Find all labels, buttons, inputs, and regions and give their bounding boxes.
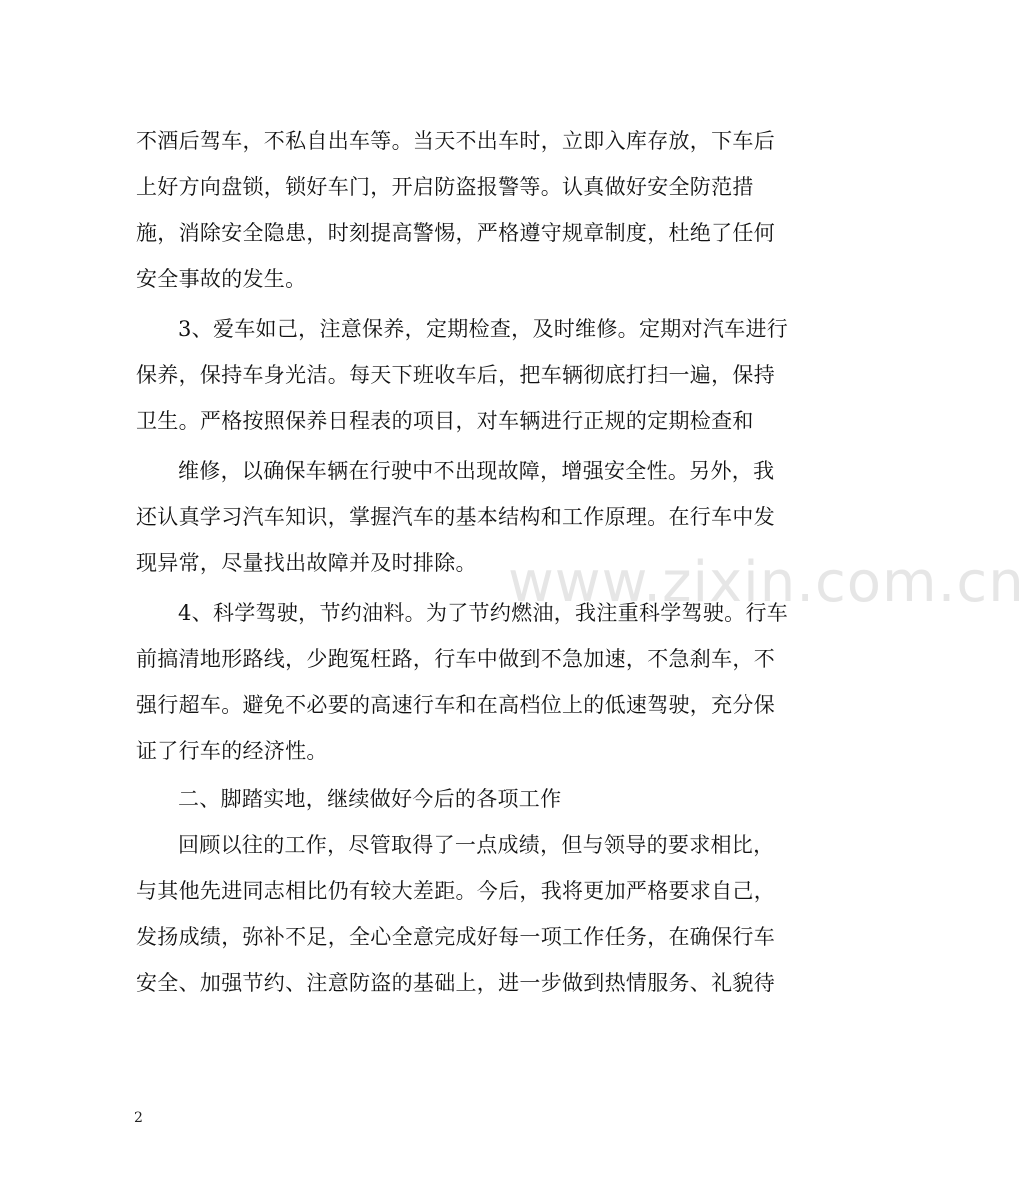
text-line: 发扬成绩，弥补不足，全心全意完成好每一项工作任务，在确保行车 bbox=[136, 925, 775, 949]
text-line: 施，消除安全隐患，时刻提高警惕，严格遵守规章制度，杜绝了任何 bbox=[136, 221, 775, 245]
text-line: 3、爱车如己，注意保养，定期检查，及时维修。定期对汽车进行 bbox=[178, 317, 789, 341]
watermark: www.zixin.com.cn bbox=[508, 550, 1025, 615]
text-line: 维修，以确保车辆在行驶中不出现故障，增强安全性。另外，我 bbox=[178, 459, 775, 483]
text-line: 上好方向盘锁，锁好车门，开启防盗报警等。认真做好安全防范措 bbox=[136, 175, 754, 199]
text-line: 强行超车。避免不必要的高速行车和在高档位上的低速驾驶，充分保 bbox=[136, 693, 775, 717]
text-line: 安全、加强节约、注意防盗的基础上，进一步做到热情服务、礼貌待 bbox=[136, 971, 775, 995]
section-heading: 二、脚踏实地，继续做好今后的各项工作 bbox=[178, 787, 562, 811]
text-line: 安全事故的发生。 bbox=[136, 267, 307, 291]
text-line: 卫生。严格按照保养日程表的项目，对车辆进行正规的定期检查和 bbox=[136, 409, 754, 433]
text-line: 前搞清地形路线，少跑冤枉路，行车中做到不急加速，不急刹车，不 bbox=[136, 647, 775, 671]
text-line: 还认真学习汽车知识，掌握汽车的基本结构和工作原理。在行车中发 bbox=[136, 505, 775, 529]
text-line: 不酒后驾车，不私自出车等。当天不出车时，立即入库存放，下车后 bbox=[136, 129, 775, 153]
text-line: 保养，保持车身光洁。每天下班收车后，把车辆彻底打扫一遍，保持 bbox=[136, 363, 775, 387]
text-line: 证了行车的经济性。 bbox=[136, 739, 328, 763]
page-number: 2 bbox=[134, 1110, 143, 1126]
text-line: 现异常，尽量找出故障并及时排除。 bbox=[136, 551, 477, 575]
text-line: 与其他先进同志相比仍有较大差距。今后，我将更加严格要求自己， bbox=[136, 879, 775, 903]
text-line: 4、科学驾驶，节约油料。为了节约燃油，我注重科学驾驶。行车 bbox=[178, 601, 789, 625]
text-line: 回顾以往的工作，尽管取得了一点成绩，但与领导的要求相比， bbox=[178, 833, 775, 857]
